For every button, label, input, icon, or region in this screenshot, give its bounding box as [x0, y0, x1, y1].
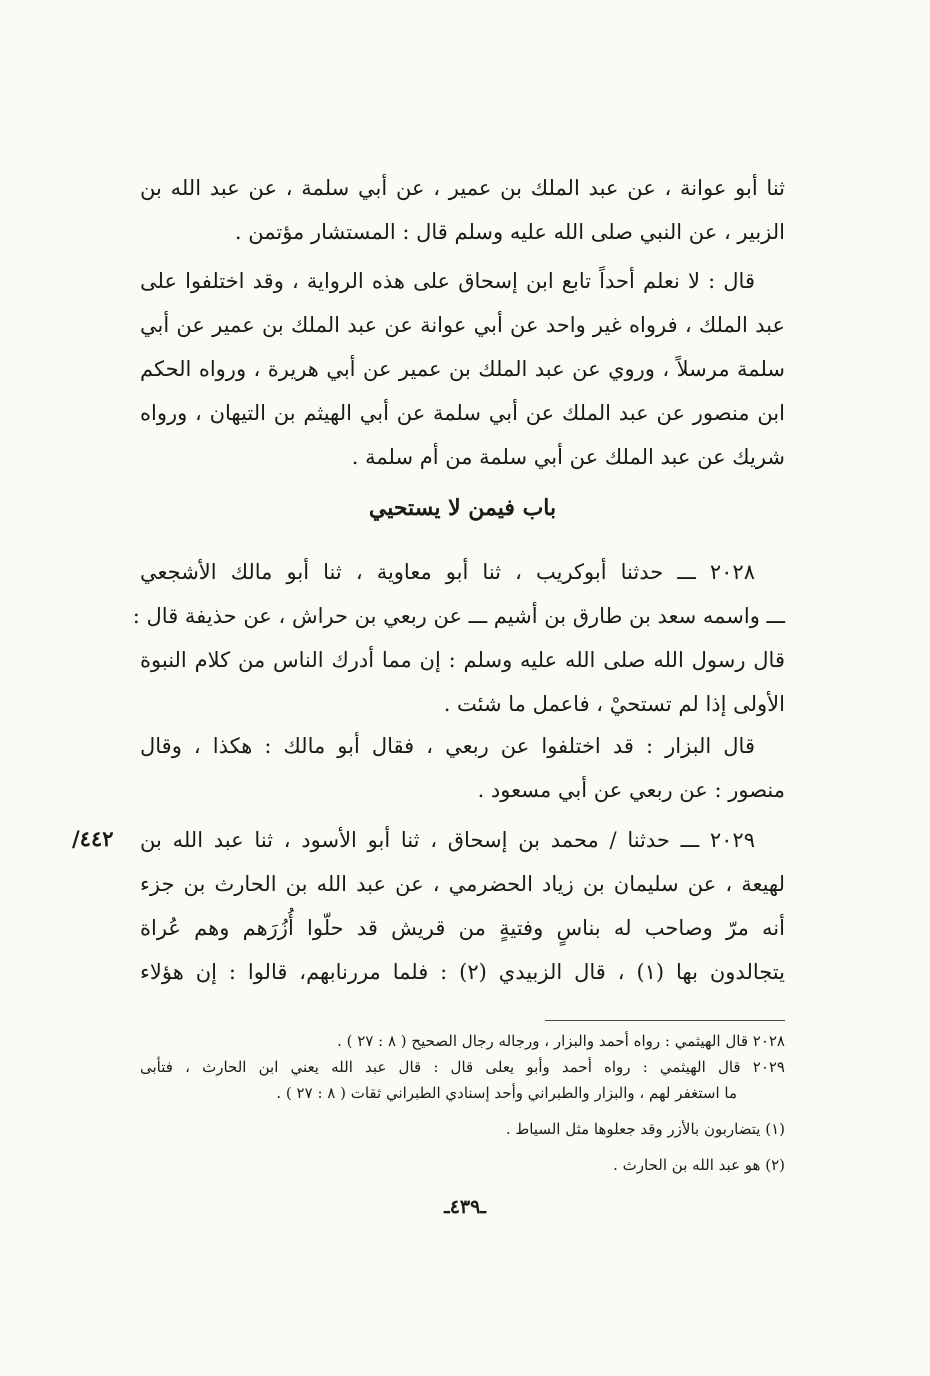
manuscript-page-marker: ٤٤٢/ [72, 826, 114, 851]
text-line: الزبير ، عن النبي صلى الله عليه وسلم قال : المستشار مؤتمن . [234, 220, 785, 244]
hadith-2028 [132, 550, 785, 726]
chapter-heading: باب فيمن لا يستحيي [368, 495, 557, 521]
text-line: منصور : عن ربعي عن أبي مسعود . [477, 778, 785, 802]
hadith-2029 [140, 818, 785, 994]
footnote: (١) يتضاربون بالأزر وقد جعلوها مثل السياط . [505, 1120, 785, 1138]
text-line: قال : لا نعلم أحداً تابع ابن إسحاق على هذه الرواية ، وقد اختلفوا على [140, 269, 755, 293]
text-line: ـــ واسمه سعد بن طارق بن أشيم ـــ عن ربعي بن حراش ، عن حذيفة قال : [132, 604, 785, 628]
text-line: قال رسول الله صلى الله عليه وسلم : إن مما أدرك الناس من كلام النبوة [140, 648, 785, 672]
paragraph-continuation [140, 166, 785, 254]
footnotes [140, 1028, 785, 1178]
text-line: قال البزار : قد اختلفوا عن ربعي ، فقال أبو مالك : هكذا ، وقال [140, 734, 755, 758]
footnote: ٢٠٢٨ قال الهيثمي : رواه أحمد والبزار ، ورجاله رجال الصحيح ( ٨ : ٢٧ ) . [337, 1032, 785, 1050]
text-line: عبد الملك ، فرواه غير واحد عن أبي عوانة عن عبد الملك بن عمير عن أبي [140, 313, 785, 337]
text-line: سلمة مرسلاً ، وروي عن عبد الملك بن عمير عن أبي هريرة ، ورواه الحكم [140, 357, 785, 381]
text-line: لهيعة ، عن سليمان بن زياد الحضرمي ، عن عبد الله بن الحارث بن جزء [140, 872, 785, 896]
text-line: ابن منصور عن عبد الملك عن أبي سلمة عن أبي الهيثم بن التيهان ، ورواه [140, 401, 785, 425]
paragraph-commentary [140, 259, 785, 479]
footnote-divider [545, 1020, 785, 1021]
text-line: أنه مرّ وصاحب له بناسٍ وفتيةٍ من قريش قد حلّوا أُزُرَهم وهم عُراة [140, 916, 785, 940]
footnote: ٢٠٢٩ قال الهيثمي : رواه أحمد وأبو يعلى قال : قال عبد الله يعني ابن الحارث ، فتأبى [140, 1058, 785, 1076]
bazzar-commentary [140, 724, 785, 812]
text-line: يتجالدون بها (١) ، قال الزبيدي (٢) : فلما مررنابهم، قالوا : إن هؤلاء [140, 960, 785, 984]
text-line: ٢٠٢٩ ـــ حدثنا / محمد بن إسحاق ، ثنا أبو الأسود ، ثنا عبد الله بن [140, 828, 755, 852]
text-line: الأولى إذا لم تستحيْ ، فاعمل ما شئت . [443, 692, 785, 716]
footnote-continuation: ما استغفر لهم ، والبزار والطبراني وأحد إسنادي الطبراني ثقات ( ٨ : ٢٧ ) . [276, 1084, 737, 1102]
text-line: شريك عن عبد الملك عن أبي سلمة من أم سلمة . [351, 445, 785, 469]
footnote: (٢) هو عبد الله بن الحارث . [613, 1156, 785, 1174]
page-number: ـ٤٣٩ـ [444, 1196, 486, 1218]
text-line: ثنا أبو عوانة ، عن عبد الملك بن عمير ، عن أبي سلمة ، عن عبد الله بن [140, 176, 785, 200]
text-line: ٢٠٢٨ ـــ حدثنا أبوكريب ، ثنا أبو معاوية ، ثنا أبو مالك الأشجعي [140, 560, 755, 584]
